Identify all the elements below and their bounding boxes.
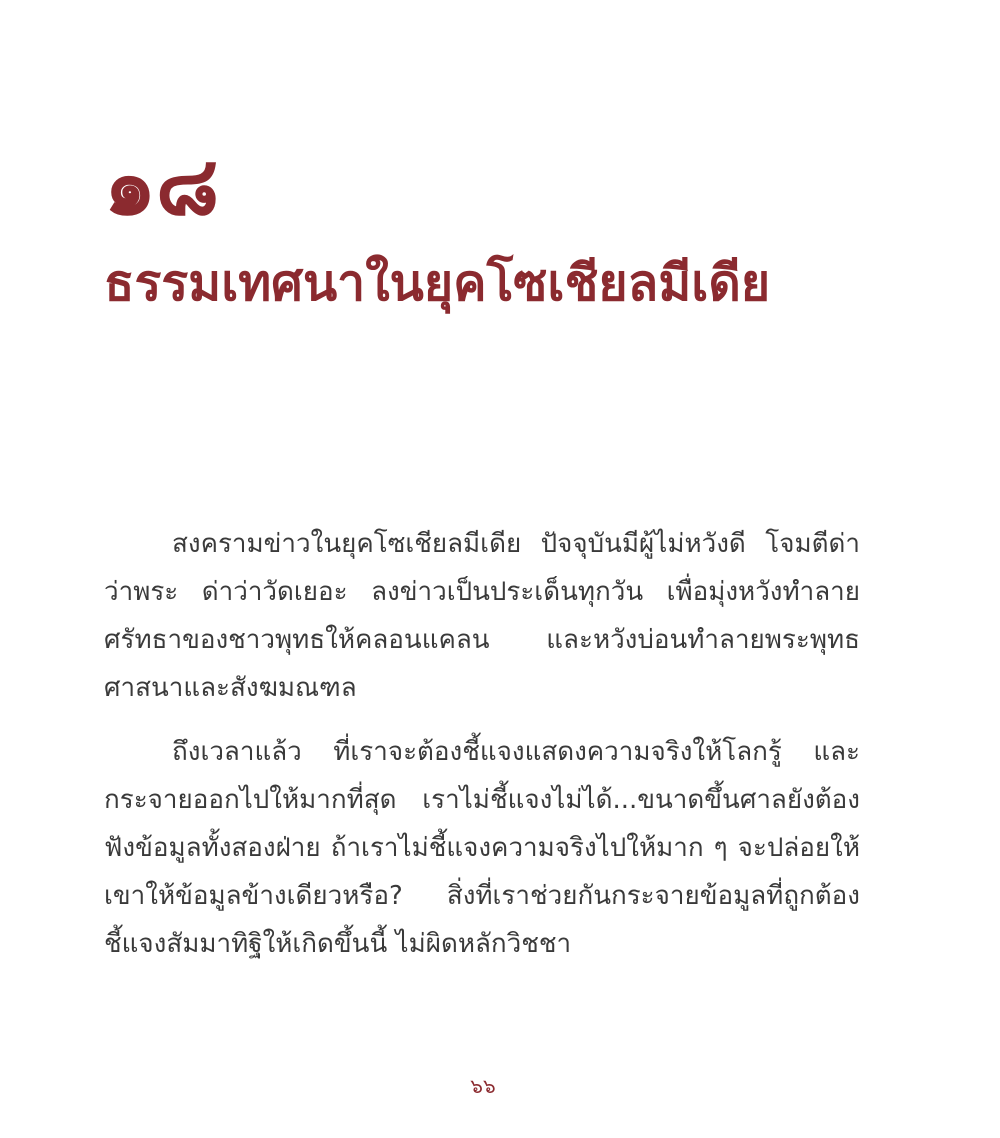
chapter-body [104,520,860,984]
body-paragraph: ถึงเวลาแล้ว ที่เราจะต้องชี้แจงแสดงความจริงให้โลกรู้ และกระจายออกไปให้มากที่สุด เราไม่ชี้แจงไม่ได้...ขนาดขึ้นศาลยังต้องฟังข้อมูลทั้งสองฝ่าย ถ้าเราไม่ชี้แจงความจริงไปให้มาก ๆ จะปล่อยให้เขาให้ข้อมูลข้างเดียวหรือ? สิ่งที่เราช่วยกันกระจายข้อมูลที่ถูกต้องชี้แจงสัมมาทิฐิให้เกิดขึ้นนี้ ไม่ผิดหลักวิชชา [104,737,860,959]
chapter-title: ธรรมเทศนาในยุคโซเชียลมีเดีย [104,253,771,312]
chapter-number: ๑๘ [104,138,220,234]
page-number: ๖๖ [470,1074,496,1098]
body-paragraph: สงครามข่าวในยุคโซเชียลมีเดีย ปัจจุบันมีผู้ไม่หวังดี โจมตีด่าว่าพระ ด่าว่าวัดเยอะ ลงข่าวเป็นประเด็นทุกวัน เพื่อมุ่งหวังทำลายศรัทธาของชาวพุทธให้คลอนแคลน และหวังบ่อนทำลายพระพุทธศาสนาและสังฆมณฑล [104,529,860,703]
